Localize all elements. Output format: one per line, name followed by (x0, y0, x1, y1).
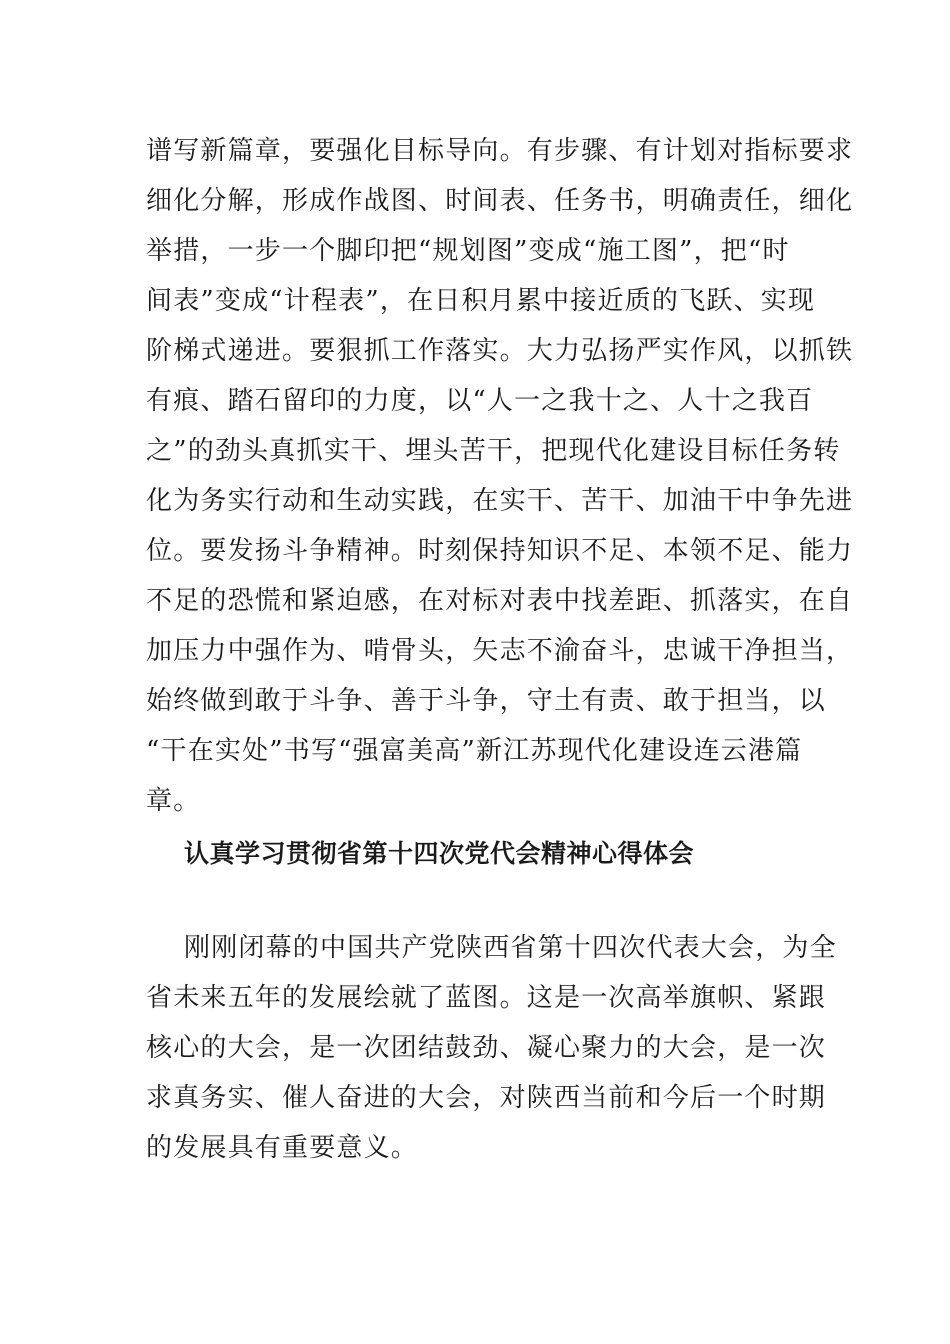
section-heading: 认真学习贯彻省第十四次党代会精神心得体会 (184, 839, 695, 868)
body-text-line: 位。要发扬斗争精神。时刻保持知识不足、本领不足、能力 (146, 536, 854, 566)
body-text-line: 有痕、踏石留印的力度，以“人一之我十之、人十之我百 (146, 386, 814, 416)
body-text-line: 的发展具有重要意义。 (146, 1133, 419, 1163)
body-text-line: 细化分解，形成作战图、时间表、任务书，明确责任，细化 (146, 186, 854, 216)
body-text-line: 核心的大会，是一次团结鼓劲、凝心聚力的大会，是一次 (146, 1033, 827, 1063)
body-text-line: 始终做到敢于斗争、善于斗争，守土有责、敢于担当，以 (146, 686, 827, 716)
body-text-line: 省未来五年的发展绘就了蓝图。这是一次高举旗帜、紧跟 (146, 983, 827, 1013)
body-text-line: 举措，一步一个脚印把“规划图”变成“施工图”，把“时 (146, 236, 790, 266)
body-text-line: 刚刚闭幕的中国共产党陕西省第十四次代表大会，为全 (184, 933, 837, 963)
body-text-line: 间表”变成“计程表”，在日积月累中接近质的飞跃、实现 (146, 286, 816, 316)
body-text-line: 阶梯式递进。要狠抓工作落实。大力弘扬严实作风，以抓铁 (146, 336, 854, 366)
body-text-line: 之”的劲头真抓实干、埋头苦干，把现代化建设目标任务转 (146, 436, 841, 466)
body-text-line: 不足的恐慌和紧迫感，在对标对表中找差距、抓落实，在自 (146, 586, 854, 616)
body-text-line: 化为务实行动和生动实践，在实干、苦干、加油干中争先进 (146, 486, 854, 516)
body-text-line: 谱写新篇章，要强化目标导向。有步骤、有计划对指标要求 (146, 136, 854, 166)
body-text-line: 章。 (146, 786, 201, 816)
body-text-line: “干在实处”书写“强富美高”新江苏现代化建设连云港篇 (146, 736, 803, 766)
body-text-line: 求真务实、催人奋进的大会，对陕西当前和今后一个时期 (146, 1083, 827, 1113)
body-text-line: 加压力中强作为、啃骨头，矢志不渝奋斗，忠诚干净担当， (146, 636, 854, 666)
